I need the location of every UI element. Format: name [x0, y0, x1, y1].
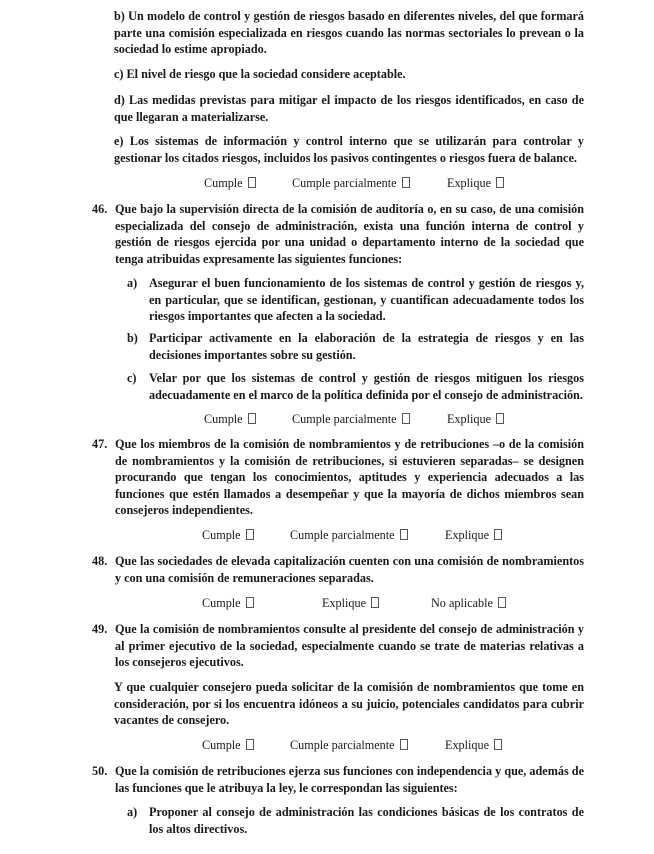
list-text: Proponer al consejo de administración las condiciones básicas de los contratos de los altos directivos. — [149, 805, 584, 836]
paragraph-c: c) El nivel de riesgo que la sociedad considere aceptable. — [114, 67, 406, 81]
option-label: Explique — [445, 528, 490, 542]
option-cumple-parcialmente[interactable] — [290, 737, 408, 754]
options-row — [0, 527, 654, 544]
option-no-aplicable[interactable] — [431, 595, 506, 612]
recommendation-48 — [92, 553, 584, 586]
option-cumple[interactable] — [204, 175, 256, 192]
option-label: Cumple — [202, 528, 241, 542]
option-label: Cumple — [204, 176, 243, 190]
recommendation-50-a — [127, 804, 584, 837]
option-label: Cumple parcialmente — [290, 528, 395, 542]
option-label: Cumple — [202, 738, 241, 752]
option-explique[interactable] — [322, 595, 379, 612]
option-label: Cumple — [204, 412, 243, 426]
checkbox-icon[interactable] — [248, 177, 256, 188]
option-label: Explique — [322, 596, 367, 610]
checkbox-icon[interactable] — [494, 529, 502, 540]
checkbox-icon[interactable] — [246, 529, 254, 540]
option-label: Cumple — [202, 596, 241, 610]
checkbox-icon[interactable] — [402, 177, 410, 188]
options-row — [0, 595, 654, 612]
recommendation-47 — [92, 436, 584, 519]
checkbox-icon[interactable] — [246, 597, 254, 608]
paragraph-e: e) Los sistemas de información y control interno que se utilizarán para controlar y gestionar los citados riesgos, incluidos los pasivos contingentes o riesgos fuera de balance. — [114, 134, 584, 165]
list-text: Participar activamente en la elaboración de la estrategia de riesgos y en las decisiones importantes sobre su gestión. — [149, 331, 584, 362]
recommendation-text: Que los miembros de la comisión de nombramientos y de retribuciones –o de la comisión de nombramientos y la comisión de retribuciones, si estuvieren separadas– se designen procurando que tengan los conocimientos, aptitudes y experiencia adecuados a las funciones que estén llamados a desempeñar y que la mayoría de dichos miembros sean consejeros independientes. — [115, 437, 584, 517]
paragraph-b: b) Un modelo de control y gestión de riesgos basado en diferentes niveles, del que formará parte una comisión especializada en riesgos cuando las normas sectoriales lo prevean o la sociedad lo estime apropiado. — [114, 9, 584, 56]
recommendation-number: 47. — [92, 437, 108, 451]
option-label: Cumple parcialmente — [292, 412, 397, 426]
checkbox-icon[interactable] — [498, 597, 506, 608]
checkbox-icon[interactable] — [400, 739, 408, 750]
option-cumple[interactable] — [204, 411, 256, 428]
option-explique[interactable] — [447, 411, 504, 428]
options-row — [0, 175, 654, 192]
option-cumple-parcialmente[interactable] — [292, 175, 410, 192]
recommendation-49-continuation: Y que cualquier consejero pueda solicitar de la comisión de nombramientos que tome en consideración, por si los encuentra idóneos a su juicio, potenciales candidatos para cubrir vacantes de consejero. — [114, 680, 584, 727]
recommendation-49 — [92, 621, 584, 671]
option-label: No aplicable — [431, 596, 493, 610]
checkbox-icon[interactable] — [248, 413, 256, 424]
checkbox-icon[interactable] — [496, 177, 504, 188]
recommendation-46-c — [127, 370, 584, 403]
list-text: Velar por que los sistemas de control y gestión de riesgos mitiguen los riesgos adecuadamente en el marco de la política definida por el consejo de administración. — [149, 371, 584, 402]
list-letter: a) — [127, 276, 138, 290]
recommendation-text: Que la comisión de retribuciones ejerza sus funciones con independencia y que, además de las funciones que le atribuya la ley, le correspondan las siguientes: — [115, 764, 584, 795]
options-row — [0, 411, 654, 428]
option-explique[interactable] — [445, 527, 502, 544]
recommendation-text: Que las sociedades de elevada capitalización cuenten con una comisión de nombramientos y con una comisión de remuneraciones separadas. — [115, 554, 584, 585]
recommendation-number: 50. — [92, 764, 108, 778]
option-cumple[interactable] — [202, 595, 254, 612]
recommendation-number: 46. — [92, 202, 108, 216]
options-row — [0, 737, 654, 754]
checkbox-icon[interactable] — [496, 413, 504, 424]
checkbox-icon[interactable] — [246, 739, 254, 750]
list-letter: b) — [127, 331, 138, 345]
option-cumple[interactable] — [202, 527, 254, 544]
option-cumple-parcialmente[interactable] — [292, 411, 410, 428]
recommendation-46 — [92, 201, 584, 267]
option-explique[interactable] — [447, 175, 504, 192]
option-label: Cumple parcialmente — [290, 738, 395, 752]
recommendation-text: Que la comisión de nombramientos consulte al presidente del consejo de administración y al primer ejecutivo de la sociedad, especialmente cuando se trate de materias relativas a los consejeros ejecutivos. — [115, 622, 584, 669]
recommendation-46-b — [127, 330, 584, 363]
option-label: Explique — [447, 176, 492, 190]
paragraph-d: d) Las medidas previstas para mitigar el impacto de los riesgos identificados, en caso de que llegaran a materializarse. — [114, 93, 584, 124]
checkbox-icon[interactable] — [402, 413, 410, 424]
option-label: Explique — [445, 738, 490, 752]
list-text: Asegurar el buen funcionamiento de los sistemas de control y gestión de riesgos y, en particular, que se identifican, gestionan, y cuantifican adecuadamente todos los riesgos importantes que afecten a la sociedad. — [149, 276, 584, 323]
option-label: Cumple parcialmente — [292, 176, 397, 190]
list-letter: a) — [127, 805, 138, 819]
option-cumple-parcialmente[interactable] — [290, 527, 408, 544]
recommendation-number: 49. — [92, 622, 108, 636]
recommendation-46-a — [127, 275, 584, 325]
option-cumple[interactable] — [202, 737, 254, 754]
recommendation-number: 48. — [92, 554, 108, 568]
checkbox-icon[interactable] — [494, 739, 502, 750]
list-letter: c) — [127, 371, 137, 385]
recommendation-50 — [92, 763, 584, 796]
recommendation-text: Que bajo la supervisión directa de la comisión de auditoría o, en su caso, de una comisión especializada del consejo de administración, exista una función interna de control y gestión de riesgos ejercida por una unidad o departamento interno de la sociedad que tenga atribuidas expresamente las siguientes funciones: — [115, 202, 584, 266]
option-explique[interactable] — [445, 737, 502, 754]
checkbox-icon[interactable] — [400, 529, 408, 540]
checkbox-icon[interactable] — [371, 597, 379, 608]
option-label: Explique — [447, 412, 492, 426]
